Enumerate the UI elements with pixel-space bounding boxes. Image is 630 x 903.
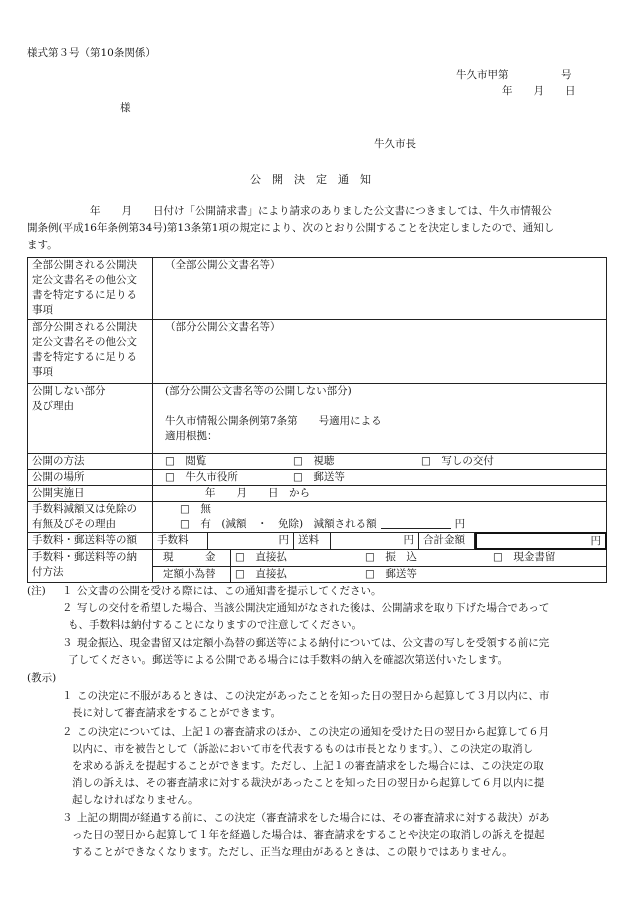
- intro-line-2: 開条例(平成16年条例第34号)第13条第1項の規定により、次のとおり公開することを決定しましたので、通知し: [27, 222, 555, 234]
- instruction-3-line-3: することができなくなります。ただし、正当な理由があるときは、この限りではありません。: [72, 846, 513, 858]
- waiver-yen-label: 円: [454, 518, 466, 530]
- cash-direct-checkbox[interactable]: □ 直接払: [235, 551, 287, 563]
- instruction-1-line-2: 長に対して審査請求をすることができます。: [72, 707, 282, 719]
- instruction-2-line-2: 以内に、市を被告として（訴訟において市を代表するものは市長となります。）、この決定の取消し: [72, 743, 534, 755]
- instruction-2-line-5: 起しなければなりません。: [72, 794, 199, 806]
- postage-item-label: 送料: [294, 533, 331, 549]
- place-mail-checkbox[interactable]: □ 郵送等: [293, 471, 345, 483]
- money-order-direct-checkbox[interactable]: □ 直接払: [235, 568, 287, 580]
- note-3-number: ３: [62, 637, 73, 649]
- total-item-label: 合計金額: [419, 533, 475, 549]
- waiver-value: [153, 502, 607, 533]
- decision-table: [27, 257, 607, 583]
- page-title: 公 開 決 定 通 知: [250, 173, 371, 186]
- fee-values: [153, 533, 607, 550]
- instruction-1-line-1: この決定に不服があるときは、この決定があったことを知った日の翌日から起算して３月以内に、市: [77, 690, 550, 702]
- note-2-line-2: も、手数料は納付することになりますので注意してください。: [68, 619, 362, 631]
- place-cityhall-checkbox[interactable]: □ 牛久市役所: [165, 471, 238, 483]
- method-view-checkbox[interactable]: □ 閲覧: [165, 455, 207, 467]
- cash-label: 現 金: [153, 550, 231, 566]
- waiver-none-checkbox[interactable]: □ 無: [180, 503, 211, 515]
- cash-transfer-checkbox[interactable]: □ 振 込: [365, 551, 417, 563]
- instruction-3-line-2: った日の翌日から起算して１年を経過した場合は、審査請求をすることや決定の取消しの訴えを提起: [72, 829, 545, 841]
- instruction-1-number: １: [62, 690, 73, 702]
- nondisclosure-label: 公開しない部分 及び理由: [28, 384, 153, 454]
- intro-line-1: 年 月 日付け「公開請求書」により請求のありました公文書につきましては、牛久市情報公: [90, 205, 552, 217]
- note-2-number: ２: [62, 602, 73, 614]
- cash-registered-checkbox[interactable]: □ 現金書留: [493, 551, 556, 563]
- payment-method-label: 手数料・郵送料等の納 付方法: [28, 550, 153, 583]
- note-1-number: １: [62, 585, 73, 597]
- addressee: 様: [120, 102, 131, 114]
- disclosure-date-value[interactable]: 年 月 日 から: [153, 486, 607, 502]
- postage-amount-field[interactable]: 円: [331, 533, 419, 549]
- disclosure-date-label: 公開実施日: [28, 486, 153, 502]
- partial-disclosure-label: 部分公開される公開決 定公文書名その他公文 書を特定するに足りる 事項: [28, 320, 153, 384]
- method-copy-checkbox[interactable]: □ 写しの交付: [421, 455, 494, 467]
- note-3-line-1: 現金振込、現金書留又は定額小為替の郵送等による納付については、公文書の写しを受領する前に完: [77, 637, 550, 649]
- instruction-2-line-1: この決定については、上記１の審査請求のほか、この決定の通知を受けた日の翌日から起算して６月: [77, 726, 550, 738]
- intro-line-3: ます。: [27, 239, 58, 251]
- partial-disclosure-value[interactable]: （部分公開公文書名等）: [153, 320, 607, 384]
- place-label: 公開の場所: [28, 470, 153, 486]
- note-1: 公文書の公開を受ける際には、この通知書を提示してください。: [77, 585, 382, 597]
- full-disclosure-value[interactable]: （全部公開公文書名等）: [153, 258, 607, 320]
- method-options: [153, 454, 607, 470]
- full-disclosure-label: 全部公開される公開決 定公文書名その他公文 書を特定するに足りる 事項: [28, 258, 153, 320]
- total-amount-field[interactable]: 円: [475, 532, 607, 550]
- fee-item-label: 手数料: [153, 533, 208, 549]
- instruction-2-line-4: 消しの訴えは、その審査請求に対する裁決があったことを知った日の翌日から起算して６月以内に提: [72, 777, 545, 789]
- waiver-yes-checkbox[interactable]: □ 有 (減額 ・ 免除) 減額される額: [180, 518, 377, 530]
- nondisclosure-value[interactable]: (部分公開公文書名等の公開しない部分) 牛久市情報公開条例第7条第 号適用による 適用根拠：: [153, 384, 607, 454]
- money-order-label: 定額小為替: [153, 567, 231, 582]
- note-3-line-2: 了してください。郵送等による公開である場合には手数料の納入を確認次第送付いたします。: [68, 654, 509, 666]
- waiver-label: 手数料減額又は免除の 有無及びその理由: [28, 502, 153, 533]
- money-order-mail-checkbox[interactable]: □ 郵送等: [365, 568, 417, 580]
- form-number: 様式第３号（第10条関係）: [27, 47, 156, 59]
- document-number: 牛久市甲第 号: [456, 69, 572, 81]
- note-2-line-1: 写しの交付を希望した場合、当該公開決定通知がなされた後は、公開請求を取り下げた場合であって: [77, 602, 550, 614]
- method-label: 公開の方法: [28, 454, 153, 470]
- instructions-heading: (教示): [27, 672, 57, 684]
- payment-method-options: [153, 550, 607, 583]
- fee-label: 手数料・郵送料等の額: [28, 533, 153, 550]
- method-audio-checkbox[interactable]: □ 視聴: [293, 455, 335, 467]
- instruction-2-line-3: を求める訴えを提起することができます。ただし、上記１の審査請求をした場合には、この決定の取: [72, 760, 544, 772]
- instruction-2-number: ２: [62, 726, 73, 738]
- instruction-3-number: ３: [62, 812, 73, 824]
- fee-amount-field[interactable]: 円: [208, 533, 294, 549]
- reduced-amount-field[interactable]: [381, 517, 451, 529]
- sender: 牛久市長: [374, 138, 416, 150]
- issue-date: 年 月 日: [502, 85, 576, 97]
- instruction-3-line-1: 上記の期間が経過する前に、この決定（審査請求をした場合には、その審査請求に対する裁決）があ: [77, 812, 550, 824]
- place-options: [153, 470, 607, 486]
- notes-heading: (注): [27, 585, 46, 597]
